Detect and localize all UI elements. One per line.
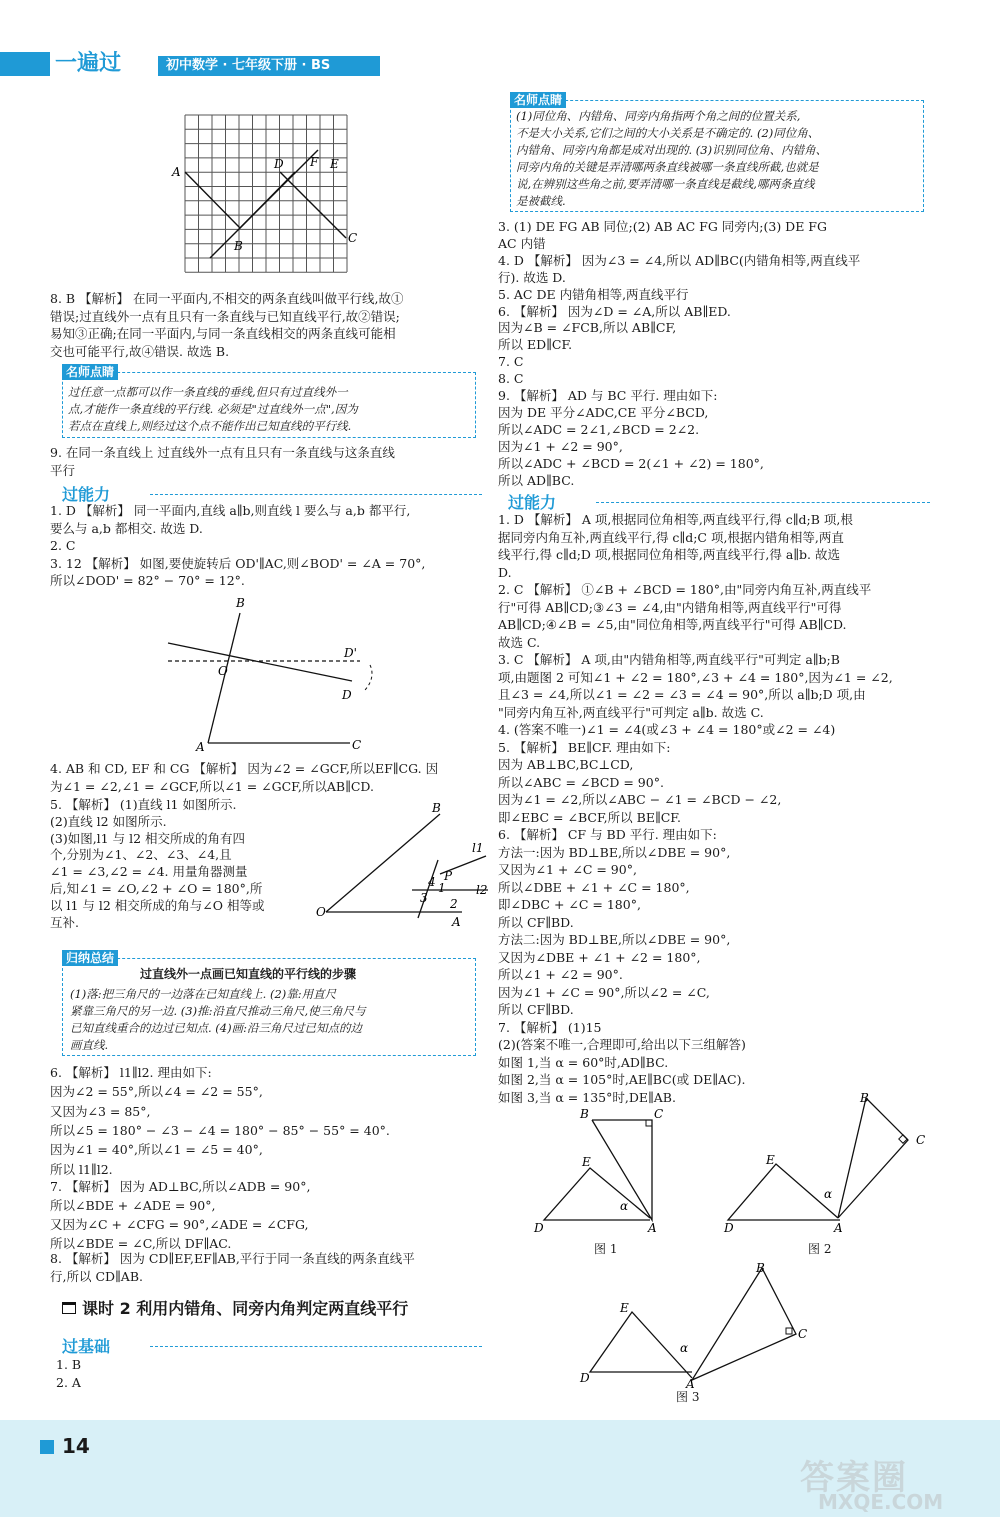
summary-line: 画直线.	[70, 1038, 109, 1052]
text-line: 个,分别为∠1、∠2、∠3、∠4,且	[50, 847, 232, 863]
lesson-title: 课时 2 利用内错角、同旁内角判定两直线平行	[82, 1299, 409, 1318]
watermark: 答案圈	[800, 1458, 908, 1498]
text-line: (2)直线 l2 如图所示.	[50, 813, 167, 829]
text-line: 以 l1 与 l2 相交所成的角与∠O 相等或	[50, 897, 265, 913]
summary-line: (1)落:把三角尺的一边落在已知直线上. (2)靠:用直尺	[70, 987, 337, 1001]
fig2-label-a: A	[834, 1221, 843, 1235]
text-line: 因为∠1 + ∠C = 90°,所以∠2 = ∠C,	[498, 984, 710, 1000]
text-line: ∠1 = ∠3,∠2 = ∠4. 用量角器测量	[50, 864, 248, 880]
summary-line: 已知直线重合的边过已知点. (4)画:沿三角尺过已知点的边	[70, 1021, 362, 1035]
summary-tag: 归纳总结	[62, 950, 118, 966]
fig3-tri-label-alpha: α	[680, 1341, 689, 1355]
fig3-label-b: B	[236, 596, 245, 610]
tip-tag-2: 名师点睛	[510, 92, 566, 108]
fig3-tri-label-d: D	[580, 1371, 590, 1385]
triangle-figures	[530, 1090, 950, 1410]
section-ability-left: 过能力	[62, 485, 111, 504]
text-line: 5. 【解析】 BE∥CF. 理由如下:	[498, 739, 671, 755]
text-line: 所以∠ADC + ∠BCD = 2(∠1 + ∠2) = 180°,	[498, 455, 764, 471]
text-line: 所以 AD∥BC.	[498, 472, 575, 488]
fig3-tri-label-b: B	[756, 1261, 765, 1275]
text-line: 即∠DBC + ∠C = 180°,	[498, 897, 641, 912]
text-line: 交也可能平行,故④错误. 故选 B.	[50, 343, 230, 359]
text-line: 因为∠2 = 55°,所以∠4 = ∠2 = 55°,	[50, 1084, 263, 1100]
tip-line: (1)同位角、内错角、同旁内角指两个角之间的位置关系,	[516, 109, 801, 123]
grid-label-a: A	[172, 165, 181, 179]
grid-label-e: E	[330, 157, 339, 171]
text-line: 2. C	[50, 538, 76, 553]
text-line: 9. 在同一条直线上 过直线外一点有且只有一条直线与这条直线	[50, 445, 395, 460]
text-line: 因为∠B = ∠FCB,所以 AB∥CF,	[498, 320, 677, 336]
text-line: 互补.	[50, 914, 79, 930]
fig3-label-d: D	[342, 688, 352, 702]
fig1-label-c: C	[654, 1107, 664, 1121]
text-line: 所以 CF∥BD.	[498, 914, 574, 930]
text-line: 所以∠ADC = 2∠1,∠BCD = 2∠2.	[498, 421, 700, 437]
section-ability-right: 过能力	[508, 493, 557, 512]
fig2-label-b: B	[860, 1091, 869, 1105]
text-line: 所以 ED∥CF.	[498, 337, 573, 353]
text-line: 行"可得 AB∥CD;③∠3 = ∠4,由"内错角相等,两直线平行"可得	[498, 599, 842, 615]
tip-line: 内错角、同旁内角都是成对出现的. (3)识别同位角、内错角、	[516, 143, 828, 157]
text-line: 8. 【解析】 因为 CD∥EF,EF∥AB,平行于同一条直线的两条直线平	[50, 1251, 415, 1266]
text-line: 行,所以 CD∥AB.	[50, 1268, 143, 1284]
text-line: 又因为∠DBE + ∠1 + ∠2 = 180°,	[498, 949, 701, 965]
summary-title: 过直线外一点画已知直线的平行线的步骤	[140, 967, 357, 981]
text-line: 所以 l1∥l2.	[50, 1161, 113, 1177]
text-line: 1. B	[56, 1357, 82, 1372]
fig5-label-n1: 1	[438, 881, 446, 895]
fig1-label-d: D	[534, 1221, 544, 1235]
book-logo: 一遍过	[55, 51, 122, 76]
text-line: 所以∠DBE + ∠1 + ∠C = 180°,	[498, 879, 690, 895]
text-line: 5. AC DE 内错角相等,两直线平行	[498, 286, 689, 302]
text-line: 即∠EBC = ∠BCF,所以 BE∥CF.	[498, 809, 681, 825]
text-line: 如图 3,当 α = 135°时,DE∥AB.	[498, 1089, 676, 1105]
text-line: 如图 1,当 α = 60°时,AD∥BC.	[498, 1054, 669, 1070]
text-line: 1. D 【解析】 同一平面内,直线 a∥b,则直线 l 要么与 a,b 都平行,	[50, 503, 411, 518]
text-line: 为∠1 = ∠2,∠1 = ∠GCF,所以∠1 = ∠GCF,所以AB∥CD.	[50, 778, 374, 794]
text-line: 所以 CF∥BD.	[498, 1002, 574, 1017]
text-line: 因为∠1 + ∠2 = 90°,	[498, 438, 623, 454]
page-number: 14	[62, 1434, 90, 1458]
text-line: 所以∠BDE + ∠ADE = 90°,	[50, 1198, 216, 1213]
fig3-label-d1: D'	[344, 646, 357, 660]
text-line: 4. D 【解析】 因为∠3 = ∠4,所以 AD∥BC(内错角相等,两直线平	[498, 252, 861, 268]
fig5-label-n4: 4	[428, 875, 436, 889]
fig5-label-n3: 3	[420, 891, 428, 905]
header-bar	[0, 52, 50, 76]
text-line: 要么与 a,b 都相交. 故选 D.	[50, 520, 203, 536]
tip-line: 过任意一点都可以作一条直线的垂线,但只有过直线外一	[68, 385, 348, 399]
grid-label-f: F	[310, 155, 319, 169]
text-line: AC 内错	[498, 235, 546, 251]
tip-line: 点,才能作一条直线的平行线. 必须是"过直线外一点",因为	[68, 402, 358, 416]
rotation-figure	[160, 595, 390, 755]
text-line: "同旁内角互补,两直线平行"可判定 a∥b. 故选 C.	[498, 704, 764, 720]
text-line: (2)(答案不唯一,合理即可,给出以下三组解答)	[498, 1037, 746, 1052]
fig3-tri-label-e: E	[620, 1301, 629, 1315]
text-line: 又因为∠C + ∠CFG = 90°,∠ADE = ∠CFG,	[50, 1217, 309, 1232]
section-line	[596, 502, 930, 503]
tip-line: 是被截线.	[516, 194, 566, 208]
grid-label-c: C	[348, 231, 358, 245]
fig1-label-b: B	[580, 1107, 589, 1121]
fig1-label-a: A	[648, 1221, 657, 1235]
watermark-url: MXQE.COM	[818, 1490, 944, 1514]
figure-2-caption: 图 2	[808, 1242, 832, 1256]
text-line: 1. D 【解析】 A 项,根据同位角相等,两直线平行,得 c∥d;B 项,根	[498, 512, 853, 527]
text-line: 因为∠1 = 40°,所以∠1 = ∠5 = 40°,	[50, 1142, 263, 1158]
text-line: 因为 AB⊥BC,BC⊥CD,	[498, 757, 634, 772]
fig1-label-alpha: α	[620, 1199, 629, 1213]
text-line: 2. A	[56, 1375, 81, 1390]
section-basic: 过基础	[62, 1337, 111, 1356]
text-line: 7. C	[498, 354, 524, 370]
grid-label-d: D	[274, 157, 284, 171]
fig5-label-l1: l1	[472, 841, 484, 855]
grid-figure	[170, 110, 360, 280]
fig2-label-d: D	[724, 1221, 734, 1235]
figure-1-caption: 图 1	[594, 1242, 618, 1256]
tip-tag-1: 名师点睛	[62, 364, 118, 380]
text-line: AB∥CD;④∠B = ∠5,由"同位角相等,两直线平行"可得 AB∥CD.	[498, 617, 847, 632]
text-line: 方法二:因为 BD⊥BE,所以∠DBE = 90°,	[498, 932, 731, 947]
text-line: 所以∠DOD' = 82° − 70° = 12°.	[50, 573, 245, 588]
text-line: 据同旁内角互补,两直线平行,得 c∥d;C 项,根据内错角相等,两直	[498, 529, 844, 545]
fig5-label-a: A	[452, 915, 461, 929]
text-line: 故选 C.	[498, 634, 541, 650]
text-line: 4. AB 和 CD, EF 和 CG 【解析】 因为∠2 = ∠GCF,所以EF∥CG. 因	[50, 761, 439, 776]
text-line: 线平行,得 c∥d;D 项,根据同位角相等,两直线平行,得 a∥b. 故选	[498, 547, 840, 562]
text-line: 所以∠ABC = ∠BCD = 90°.	[498, 774, 664, 790]
fig3-tri-label-a: A	[686, 1377, 695, 1391]
text-line: 错误;过直线外一点有且只有一条直线与已知直线平行,故②错误;	[50, 308, 400, 324]
text-line: 6. 【解析】 l1∥l2. 理由如下:	[50, 1065, 212, 1080]
text-line: 方法一:因为 BD⊥BE,所以∠DBE = 90°,	[498, 844, 731, 860]
fig5-label-l2: l2	[476, 883, 488, 897]
fig2-label-e: E	[766, 1153, 775, 1167]
fig5-label-b: B	[432, 802, 441, 815]
fig1-label-e: E	[582, 1155, 591, 1169]
text-line: 因为 DE 平分∠ADC,CE 平分∠BCD,	[498, 404, 709, 420]
fig2-label-c: C	[916, 1133, 926, 1147]
text-line: D.	[498, 564, 512, 580]
text-line: 后,知∠1 = ∠O,∠2 + ∠O = 180°,所	[50, 881, 263, 896]
text-line: 所以∠BDE = ∠C,所以 DF∥AC.	[50, 1236, 232, 1251]
text-line: 9. 【解析】 AD 与 BC 平行. 理由如下:	[498, 388, 718, 403]
text-line: 6. 【解析】 CF 与 BD 平行. 理由如下:	[498, 827, 717, 842]
text-line: 易知③正确;在同一平面内,与同一条直线相交的两条直线可能相	[50, 326, 396, 341]
section-line	[150, 494, 482, 495]
fig3-label-c: C	[352, 738, 362, 752]
summary-line: 紧靠三角尺的另一边. (3)推:沿直尺推动三角尺,使三角尺与	[70, 1004, 366, 1018]
fig5-label-n2: 2	[450, 897, 458, 911]
text-line: 项,由题图 2 可知∠1 + ∠2 = 180°,∠3 + ∠4 = 180°,因为∠1 = ∠2,	[498, 669, 893, 685]
fig5-label-p: P	[444, 869, 453, 883]
parallel-figure	[312, 802, 492, 932]
text-line: 8. B 【解析】 在同一平面内,不相交的两条直线叫做平行线,故①	[50, 291, 404, 306]
tip-line: 同旁内角的关键是弄清哪两条直线被哪一条直线所截,也就是	[516, 160, 819, 174]
text-line: 又因为∠3 = 85°,	[50, 1103, 151, 1119]
tip-line: 若点在直线上,则经过这个点不能作出已知直线的平行线.	[68, 419, 352, 433]
fig5-label-o: O	[316, 905, 326, 919]
lesson-icon	[62, 1302, 76, 1314]
figure-3-caption: 图 3	[676, 1390, 700, 1404]
text-line: 7. 【解析】 因为 AD⊥BC,所以∠ADB = 90°,	[50, 1179, 311, 1194]
text-line: 8. C	[498, 371, 524, 387]
page-marker	[40, 1440, 54, 1454]
text-line: 3. (1) DE FG AB 同位;(2) AB AC FG 同旁内;(3) DE FG	[498, 219, 827, 234]
text-line: 且∠3 = ∠4,所以∠1 = ∠2 = ∠3 = ∠4 = 90°,所以 a∥b;D 项,由	[498, 687, 866, 702]
text-line: 如图 2,当 α = 105°时,AE∥BC(或 DE∥AC).	[498, 1072, 746, 1087]
book-subtitle: 初中数学 · 七年级下册 · BS	[158, 56, 380, 76]
text-line: 3. 12 【解析】 如图,要使旋转后 OD'∥AC,则∠BOD' = ∠A = 70°,	[50, 555, 426, 571]
tip-line: 不是大小关系,它们之间的大小关系是不确定的. (2)同位角、	[516, 126, 820, 140]
text-line: 2. C 【解析】 ①∠B + ∠BCD = 180°,由"同旁内角互补,两直线平	[498, 582, 872, 597]
text-line: 所以∠1 + ∠2 = 90°.	[498, 967, 623, 982]
text-line: 7. 【解析】 (1)15	[498, 1019, 602, 1035]
tip-line: 说,在辨别这些角之前,要弄清哪一条直线是截线,哪两条直线	[516, 177, 815, 191]
text-line: 6. 【解析】 因为∠D = ∠A,所以 AB∥ED.	[498, 303, 731, 319]
fig2-label-alpha: α	[824, 1187, 833, 1201]
text-line: 3. C 【解析】 A 项,由"内错角相等,两直线平行"可判定 a∥b;B	[498, 652, 840, 667]
fig3-tri-label-c: C	[798, 1327, 808, 1341]
fig3-label-o: O	[218, 664, 228, 678]
grid-label-b: B	[234, 239, 243, 253]
text-line: 4. (答案不唯一)∠1 = ∠4(或∠3 + ∠4 = 180°或∠2 = ∠4)	[498, 722, 836, 737]
fig3-label-a: A	[196, 740, 205, 754]
text-line: (3)如图,l1 与 l2 相交所成的角有四	[50, 830, 246, 846]
text-line: 行). 故选 D.	[498, 269, 566, 285]
text-line: 又因为∠1 + ∠C = 90°,	[498, 862, 637, 877]
text-line: 平行	[50, 462, 76, 478]
text-line: 因为∠1 = ∠2,所以∠ABC − ∠1 = ∠BCD − ∠2,	[498, 792, 782, 807]
text-line: 5. 【解析】 (1)直线 l1 如图所示.	[50, 797, 237, 812]
section-line	[150, 1346, 482, 1347]
text-line: 所以∠5 = 180° − ∠3 − ∠4 = 180° − 85° − 55° = 40°.	[50, 1122, 390, 1138]
